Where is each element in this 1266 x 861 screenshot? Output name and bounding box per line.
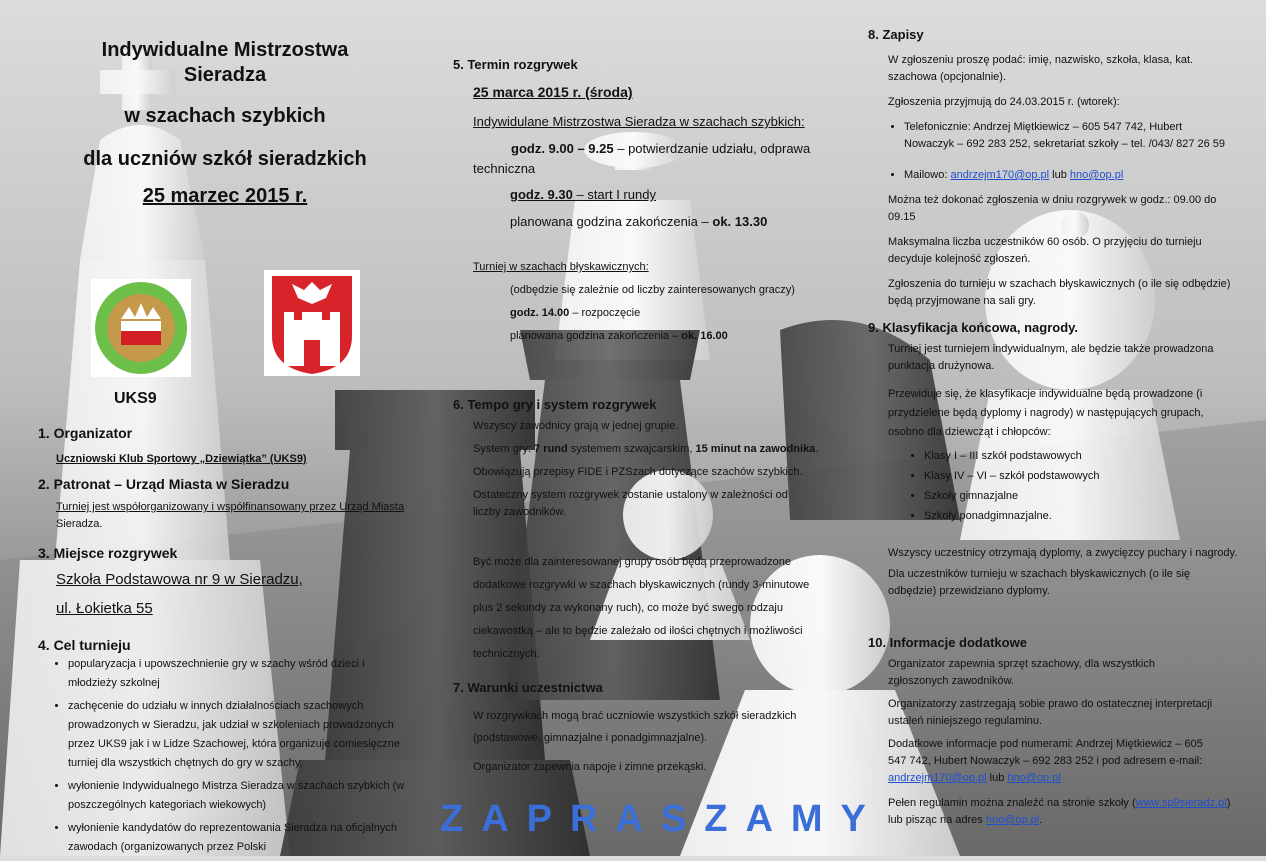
additional-info-p3 [888,736,1223,787]
schedule-time-3 [510,214,833,229]
time-2-bold: godz. 9.30 [510,187,573,202]
tempo-p5: Być może dla zainteresowanej grupy osób będą przeprowadzone dodatkowe rozgrywki w szachach błyskawicznych (rundy 3-minutowe plus 2 sekundy za wykonany ruch), co może być swego rodzaju ciekawostką – ale to będzie zależało od ilości chętnych i możliwości technicznych. [473,556,810,660]
title-line1: Indywidualne Mistrzostwa [101,39,349,61]
classification-item: • Klasy I – III szkół podstawowych [924,448,1238,465]
blitz-time-2-bold: ok. 16.00 [681,330,728,342]
time-3-bold: ok. 13.30 [712,214,768,229]
section-tempo [453,397,823,666]
title-line3: w szachach szybkich [124,105,326,127]
tempo-p2-a: System gry: [473,443,535,455]
time-1-text: – potwierdzanie udziału, odprawa [613,141,811,156]
title-line4: dla uczniów szkół sieradzkich [83,148,367,170]
uks-label: UKS9 [114,390,157,407]
schedule-date: 25 marca 2015 r. (środa) [473,84,633,100]
blitz-time-1-text: – rozpoczęcie [569,307,641,319]
classification-item: • Szkoły ponadgimnazjalne. [924,508,1238,525]
tempo-p2 [473,441,823,458]
registration-mail-label: Mailowo: [904,169,951,181]
registration-p3: Można też dokonać zgłoszenia w dniu rozgrywek w godz.: 09.00 do 09.15 [888,194,1217,223]
registration-p2: Zgłoszenia przyjmują do 24.03.2015 r. (wtorek): [888,96,1120,108]
organizer-heading: 1. Organizator [38,425,133,441]
section-conditions [453,680,813,776]
classification-p2: Przewiduje się, że klasyfikacje indywidualne będą prowadzone (i przydzielene będą dyplomy i nagrody) w następujących grupach, osobno dla dziewcząt i chłopców: [888,388,1204,438]
goal-item: • wyłonienie kandydatów do reprezentowania Sieradza na oficjalnych zawodach (organizowanych przez Polski [68,819,408,857]
registration-list [888,119,1238,184]
conditions-p1: W rozgrywkach mogą brać uczniowie wszystkich szkół sieradzkich (podstawowe, gimnazjalne i ponadgimnazjalne). [473,710,797,744]
email-link-andrzej[interactable]: andrzejm170@op.pl [950,169,1050,181]
patronat-text [56,499,418,533]
tempo-p1: Wszyscy zawodnicy grają w jednej grupie. [473,420,679,432]
tempo-p2-b: 7 rund [534,443,568,455]
goal-item: • zachęcenie do udziału w innych działalnościach szachowych prowadzonych w Sieradzu, jak udział w szkoleniach prowadzonych przez UKS9 jak i w Lidze Szachowej, która organizuje comiesięczne turniej dla wszystkich chętnych do gry w szachy, [68,697,408,773]
place-line1: Szkoła Podstawowa nr 9 w Sieradzu, [56,571,303,588]
additional-info-p2: Organizatorzy zastrzegają sobie prawo do ostatecznej interpretacji ustaleń niniejszego regulaminu. [888,698,1213,727]
tempo-heading: 6. Tempo gry i system rozgrywek [453,397,657,412]
blitz-note: (odbędzie się zależnie od liczby zainteresowanych graczy) [510,284,795,296]
place-heading: 3. Miejsce rozgrywek [38,545,178,561]
registration-heading: 8. Zapisy [868,27,924,42]
additional-info-p4-a: Pełen regulamin można znaleźć na stronie szkoły ( [888,797,1136,809]
registration-phone: • Telefonicznie: Andrzej Miętkiewicz – 605 547 742, Hubert Nowaczyk – 692 283 252, sekretariat szkoły – tel. /043/ 827 26 59 [904,119,1234,153]
patronat-text-2: Sieradza. [56,518,103,530]
additional-info-p4-b: ) lub pisząc na adres [888,797,1231,826]
time-2-text: – start I rundy [572,187,656,202]
classification-p1: Turniej jest turniejem indywidualnym, ale będzie także prowadzona punktacja drużynowa. [888,343,1214,372]
tempo-p3: Obowiązują przepisy FIDE i PZSzach dotyczące szachów szybkich. [473,466,803,478]
classification-p4: Dla uczestników turnieju w szachach błyskawicznych (o ile się odbędzie) przewidziano dyplomy. [888,568,1191,597]
additional-info-p3-text: Dodatkowe informacje pod numerami: Andrzej Miętkiewicz – 605 547 742, Hubert Nowaczyk – 692 283 252 i pod adresem e-mail: [888,738,1203,767]
email-link-hno-3[interactable]: hno@op.pl [985,814,1040,826]
registration-p5: Zgłoszenia do turnieju w szachach błyskawicznych (o ile się odbędzie) będą przyjmowane na sali gry. [888,278,1231,307]
title-date: 25 marzec 2015 r. [142,185,308,207]
schedule-subtitle: Indywidulane Mistrzostwa Sieradza w szachach szybkich: [473,114,805,129]
email-link-hno-2[interactable]: hno@op.pl [1007,772,1061,784]
patronat-heading: 2. Patronat – Urząd Miasta w Sieradzu [38,476,290,492]
blitz-time-1 [510,305,833,322]
section-goal [38,637,408,861]
tempo-p2-d: 15 minut na zawodnika [695,443,816,455]
blitz-title: Turniej w szachach błyskawicznych: [473,261,649,273]
zapraszamy-banner: ZAPRASZAMY [440,798,884,840]
tempo-p4: Ostateczny system rozgrywek zostanie ustalony w zależności od liczby zawodników. [473,489,788,518]
additional-info-p1: Organizator zapewnia sprzęt szachowy, dla wszystkich zgłoszonych zawodników. [888,658,1155,687]
school-website-link[interactable]: www.sp9sieradz.pl [1135,797,1227,809]
email-link-hno[interactable]: hno@op.pl [1069,169,1124,181]
conditions-heading: 7. Warunki uczestnictwa [453,680,603,695]
place-line2: ul. Łokietka 55 [56,600,153,617]
classification-item: • Klasy IV – VI – szkół podstawowych [924,468,1238,485]
goal-item: • popularyzacja i upowszechnienie gry w szachy wśród dzieci i młodzieży szkolnej [68,655,408,693]
time-1-cont: techniczna [473,161,536,176]
time-3-text: planowana godzina zakończenia – [510,214,713,229]
additional-info-p3-or: lub [986,772,1008,784]
schedule-time-2 [510,187,833,202]
goal-heading: 4. Cel turnieju [38,637,131,653]
patronat-text-1: Turniej jest współorganizowany i współfinansowany przez Urząd Miasta [56,501,405,513]
goal-list [52,655,408,857]
conditions-p2: Organizator zapewnia napoje i zimne przekąski. [473,761,707,773]
goal-item: • wyłonienie Indywidualnego Mistrza Sieradza w szachach szybkich (w poszczególnych kategoriach wiekowych) [68,777,408,815]
section-place [38,545,418,617]
section-additional-info [868,635,1238,829]
schedule-heading: 5. Termin rozgrywek [453,57,578,72]
registration-mail-or: lub [1049,169,1070,181]
tempo-p2-e: . [815,443,819,455]
email-link-andrzej-2[interactable]: andrzejm170@op.pl [888,772,987,784]
blitz-time-1-bold: godz. 14.00 [510,307,570,319]
registration-p4: Maksymalna liczba uczestników 60 osób. O przyjęciu do turnieju decyduje kolejność zgłoszeń. [888,236,1202,265]
sieradz-coat-of-arms [264,270,360,376]
tempo-p2-c: systemem szwajcarskim, [567,443,696,455]
registration-p1: W zgłoszeniu proszę podać: imię, nazwisko, szkoła, klasa, kat. szachowa (opcjonalnie). [888,54,1194,83]
registration-mail [904,167,1238,184]
schedule-time-1 [473,139,833,179]
classification-item: • Szkoły gimnazjalne [924,488,1238,505]
additional-info-p4 [888,795,1233,829]
section-registration [868,27,1238,310]
section-schedule [453,57,833,345]
additional-info-p4-c: . [1039,814,1043,826]
blitz-time-2 [510,328,833,345]
additional-info-heading: 10. Informacje dodatkowe [868,635,1027,650]
section-classification [868,320,1238,600]
school-logo [91,279,191,377]
section-organizer [38,425,408,468]
section-patronat [38,476,418,533]
organizer-text: Uczniowski Klub Sportowy „Dziewiątka” (UKS9) [56,453,307,465]
blitz-time-2-text: planowana godzina zakończenia – [510,330,682,342]
title-line2: Sieradza [183,64,267,86]
classification-p3: Wszyscy uczestnicy otrzymają dyplomy, a zwycięzcy puchary i nagrody. [888,547,1238,559]
classification-list [908,448,1238,525]
time-1-bold: godz. 9.00 – 9.25 [511,141,614,156]
classification-heading: 9. Klasyfikacja końcowa, nagrody. [868,320,1079,335]
page-title [60,30,390,213]
